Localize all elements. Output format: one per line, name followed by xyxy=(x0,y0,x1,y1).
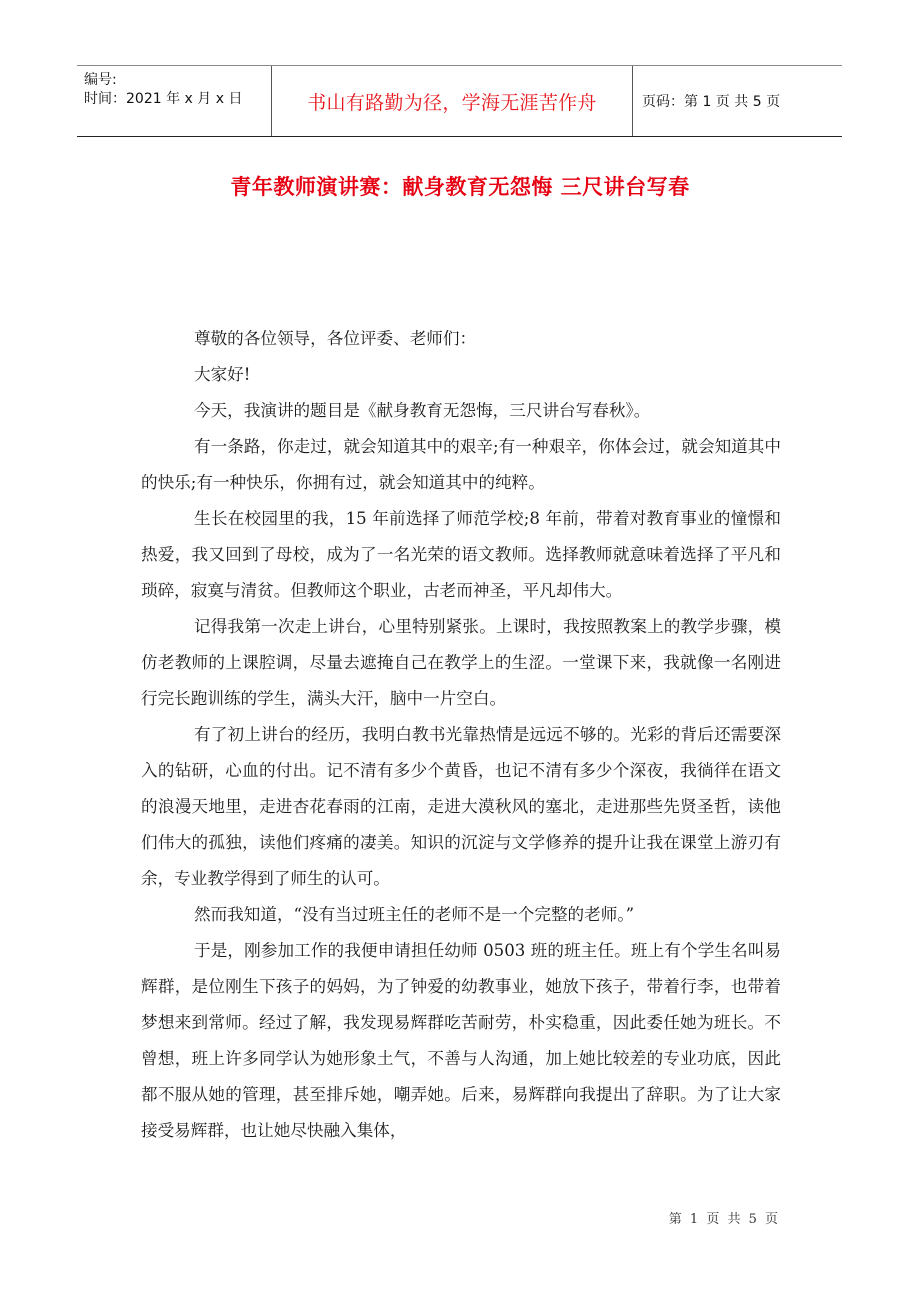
header-page-cell xyxy=(633,66,842,136)
date-label: 时间：2021 年 x 月 x 日 xyxy=(84,91,243,107)
document-title: 青年教师演讲赛：献身教育无怨悔 三尺讲台写春 xyxy=(230,175,690,199)
motto-text: 书山有路勤为径，学海无涯苦作舟 xyxy=(307,91,597,114)
footer-page-indicator: 第 1 页 共 5 页 xyxy=(668,1212,780,1227)
header-table xyxy=(77,65,842,137)
paragraph: 记得我第一次走上讲台，心里特别紧张。上课时，我按照教案上的教学步骤，模仿老教师的上课腔调，尽量去遮掩自己在教学上的生涩。一堂课下来，我就像一名刚进行完长跑训练的学生，满头大汗，脑中一片空白。 xyxy=(141,617,781,708)
page-code-text: 页码：第 1 页 共 5 页 xyxy=(642,94,781,110)
paragraph: 然而我知道，“没有当过班主任的老师不是一个完整的老师。” xyxy=(194,905,635,924)
paragraph: 有一条路，你走过，就会知道其中的艰辛;有一种艰辛，你体会过，就会知道其中的快乐;有一种快乐，你拥有过，就会知道其中的纯粹。 xyxy=(141,437,781,492)
document-body xyxy=(141,321,781,1149)
header-meta-cell xyxy=(77,66,272,136)
serial-number-label: 编号: xyxy=(84,72,117,88)
paragraph: 生长在校园里的我，15 年前选择了师范学校;8 年前，带着对教育事业的憧憬和热爱，我又回到了母校，成为了一名光荣的语文教师。选择教师就意味着选择了平凡和琐碎，寂寞与清贫。但教师这个职业，古老而神圣，平凡却伟大。 xyxy=(141,509,781,600)
header-motto-cell xyxy=(272,66,633,136)
paragraph: 于是，刚参加工作的我便申请担任幼师 0503 班的班主任。班上有个学生名叫易辉群，是位刚生下孩子的妈妈，为了钟爱的幼教事业，她放下孩子，带着行李，也带着梦想来到常师。经过了解，我发现易辉群吃苦耐劳，朴实稳重，因此委任她为班长。不曾想，班上许多同学认为她形象土气，不善与人沟通，加上她比较差的专业功底，因此都不服从她的管理，甚至排斥她，嘲弄她。后来，易辉群向我提出了辞职。为了让大家接受易辉群，也让她尽快融入集体， xyxy=(141,941,781,1140)
paragraph: 大家好! xyxy=(194,365,251,384)
paragraph: 尊敬的各位领导，各位评委、老师们： xyxy=(194,329,477,348)
paragraph: 有了初上讲台的经历，我明白教书光靠热情是远远不够的。光彩的背后还需要深入的钻研，心血的付出。记不清有多少个黄昏，也记不清有多少个深夜，我徜徉在语文的浪漫天地里，走进杏花春雨的江南，走进大漠秋风的塞北，走进那些先贤圣哲，读他们伟大的孤独，读他们疼痛的凄美。知识的沉淀与文学修养的提升让我在课堂上游刃有余，专业教学得到了师生的认可。 xyxy=(141,725,781,888)
paragraph: 今天，我演讲的题目是《献身教育无怨悔，三尺讲台写春秋》。 xyxy=(194,401,651,420)
